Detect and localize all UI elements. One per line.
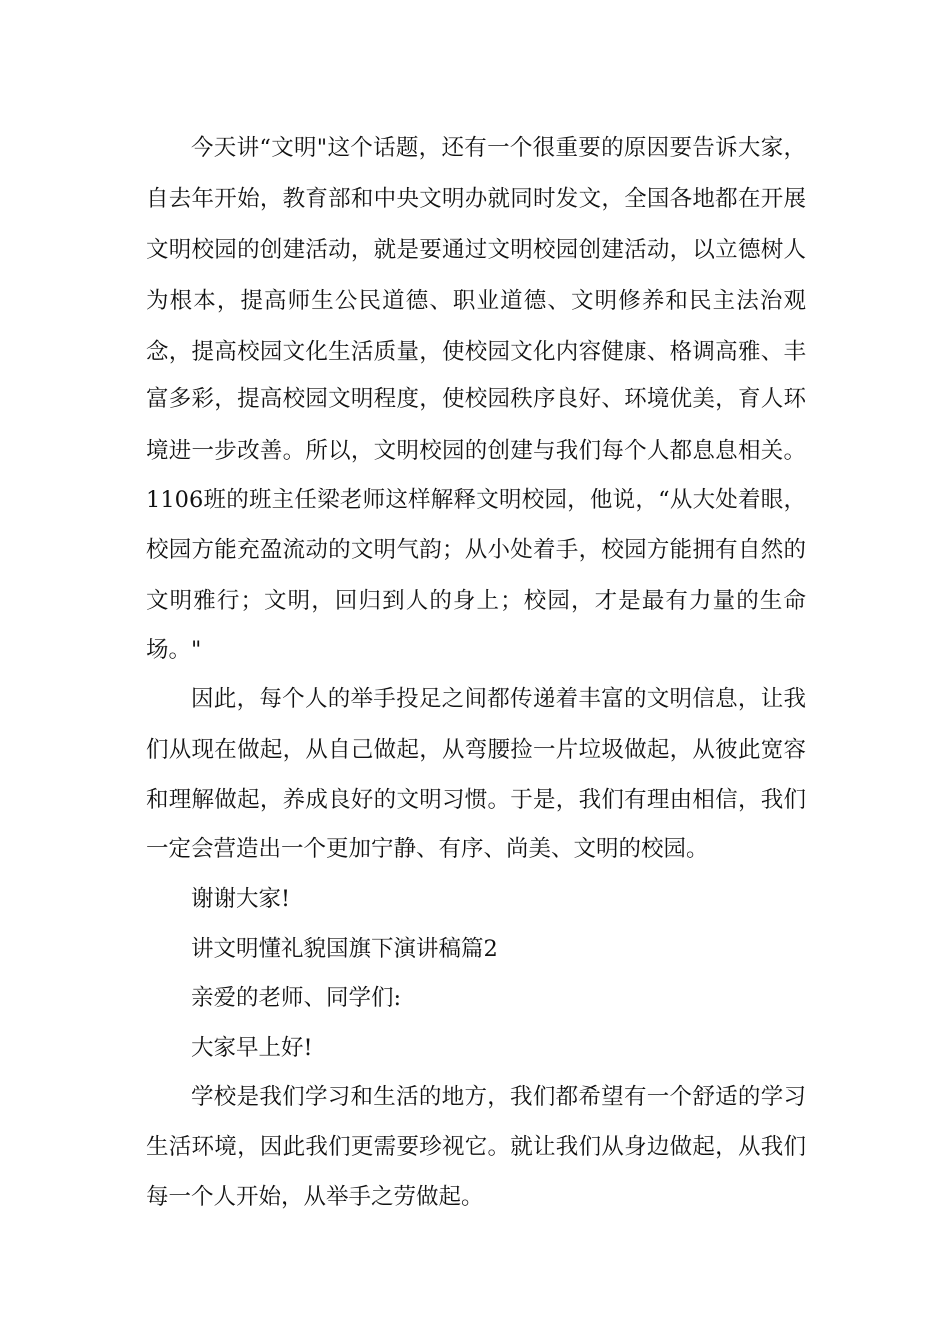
section-heading: 讲文明懂礼貌国旗下演讲稿篇2 <box>191 936 498 962</box>
paragraph-line: 生活环境，因此我们更需要珍视它。就让我们从身边做起，从我们 <box>146 1134 806 1160</box>
paragraph-line: 今天讲“文明"这个话题，还有一个很重要的原因要告诉大家， <box>191 135 806 161</box>
paragraph-line: 一定会营造出一个更加宁静、有序、尚美、文明的校园。 <box>146 836 709 862</box>
paragraph-line: 场。" <box>146 637 202 663</box>
salutation-line: 亲爱的老师、同学们: <box>191 985 402 1011</box>
paragraph-line: 富多彩，提高校园文明程度，使校园秩序良好、环境优美，育人环 <box>146 386 806 412</box>
paragraph-line: 为根本，提高师生公民道德、职业道德、文明修养和民主法治观 <box>146 288 806 314</box>
paragraph-line: 们从现在做起，从自己做起，从弯腰捡一片垃圾做起，从彼此宽容 <box>146 737 806 763</box>
paragraph-line: 1106班的班主任梁老师这样解释文明校园，他说，“从大处着眼， <box>146 487 806 513</box>
paragraph-line: 念，提高校园文化生活质量，使校园文化内容健康、格调高雅、丰 <box>146 339 806 365</box>
paragraph-line: 因此，每个人的举手投足之间都传递着丰富的文明信息，让我 <box>191 686 806 712</box>
paragraph-line: 境进一步改善。所以，文明校园的创建与我们每个人都息息相关。 <box>146 438 806 464</box>
paragraph-line: 文明校园的创建活动，就是要通过文明校园创建活动，以立德树人 <box>146 237 806 263</box>
closing-line: 谢谢大家! <box>191 886 291 912</box>
greeting-line: 大家早上好! <box>191 1035 313 1061</box>
paragraph-line: 校园方能充盈流动的文明气韵；从小处着手，校园方能拥有自然的 <box>146 537 806 563</box>
paragraph-line: 文明雅行；文明，回归到人的身上；校园，才是最有力量的生命 <box>146 588 806 614</box>
paragraph-line: 和理解做起，养成良好的文明习惯。于是，我们有理由相信，我们 <box>146 787 806 813</box>
paragraph-line: 每一个人开始，从举手之劳做起。 <box>146 1184 484 1210</box>
paragraph-line: 自去年开始，教育部和中央文明办就同时发文，全国各地都在开展 <box>146 186 806 212</box>
paragraph-line: 学校是我们学习和生活的地方，我们都希望有一个舒适的学习 <box>191 1084 806 1110</box>
